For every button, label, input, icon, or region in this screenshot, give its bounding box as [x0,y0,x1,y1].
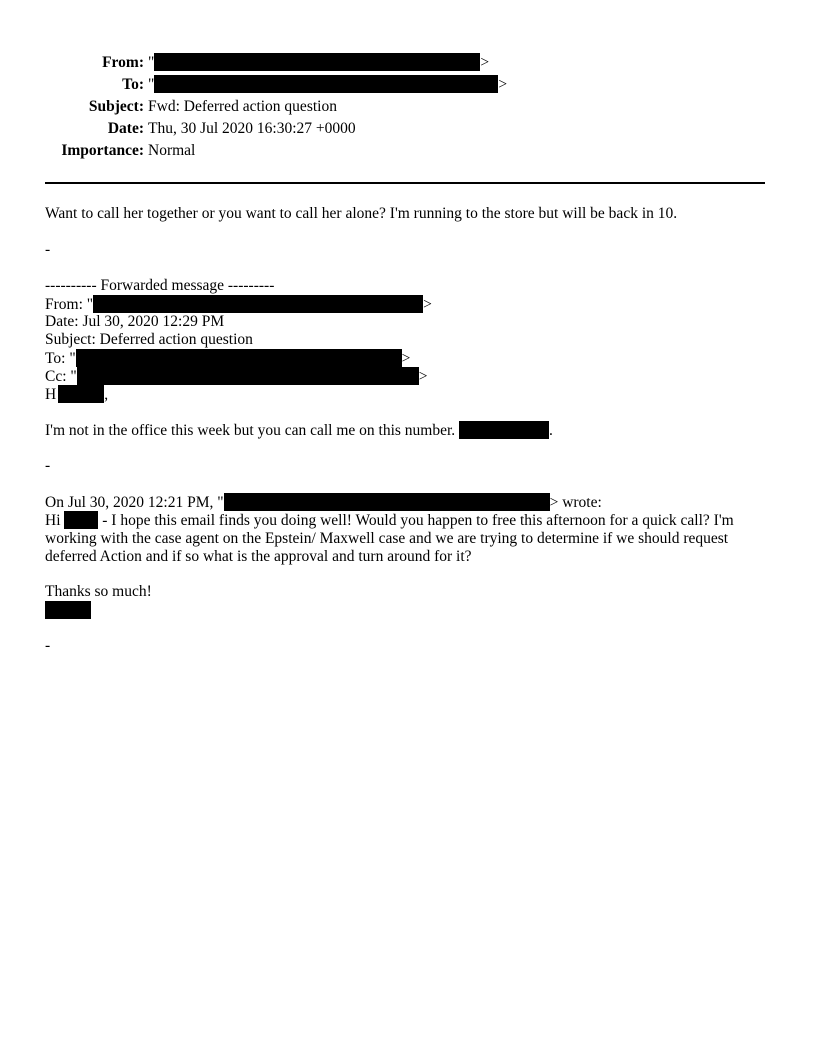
header-from-row [0,52,816,74]
office-line [45,421,775,439]
forwarded-dash [45,457,775,475]
from-value [148,52,489,74]
from-label: From: [102,54,144,71]
forwarded-date: Date: Jul 30, 2020 12:29 PM [45,313,225,330]
signature-line [45,601,775,619]
office-end: . [549,422,553,439]
email-header [0,52,816,162]
quoted-body [45,511,765,566]
redaction-block [154,53,480,71]
redaction-block [45,601,91,619]
redaction-block [58,385,104,403]
office-block [45,421,775,439]
date-label: Date: [107,120,144,137]
subject-value: Fwd: Deferred action question [148,98,337,115]
header-importance-row [0,140,816,162]
from-bracket: > [480,54,490,71]
redaction-block [459,421,549,439]
forwarded-cc-bracket: > [418,368,428,385]
forwarded-greeting [45,385,775,403]
office-text: I'm not in the office this week but you can call me on this number. [45,422,456,439]
reply-text: Want to call her together or you want to call her alone? I'm running to the store but will be back in 10. [45,205,678,222]
reply-dash [45,241,775,259]
dash-text: - [45,637,51,654]
forwarded-cc-label: Cc: " [45,368,77,385]
subject-label: Subject: [88,98,144,115]
importance-value: Normal [148,142,196,159]
forwarded-subject: Subject: Deferred action question [45,331,253,348]
redaction-block [77,367,419,385]
quoted-body-text: - I hope this email finds you doing well! Would you happen to free this afternoon for a quick call? I'm working with the case agent on the Epstein/ Maxwell case and we are trying to determine if we should request deferred Action and if so what is the approval and turn around for it? [45,512,734,565]
to-label: To: [122,76,144,93]
forwarded-cc [45,367,775,385]
header-to-row [0,74,816,96]
greeting-start: H [45,386,57,403]
to-bracket: > [498,76,508,93]
forwarded-from [45,295,775,313]
greeting-end: , [104,386,109,403]
quoted-intro [45,493,775,511]
header-subject-row [0,96,816,118]
forwarded-to-label: To: " [45,350,76,367]
quoted-block [45,493,775,566]
forwarded-to [45,349,775,367]
forwarded-from-label: From: " [45,296,94,313]
redaction-block [154,75,498,93]
thanks-text: Thanks so much! [45,583,152,600]
dash-text: - [45,457,51,474]
header-date-row [0,118,816,140]
redaction-block [64,511,98,529]
quoted-dash [45,637,775,655]
importance-label: Importance: [61,142,144,159]
forwarded-block [45,277,775,403]
date-value: Thu, 30 Jul 2020 16:30:27 +0000 [148,120,356,137]
thanks-block [45,583,775,619]
redaction-block [76,349,402,367]
quoted-intro-end: > wrote: [549,494,602,511]
from-quote: " [148,54,155,71]
reply-block [45,205,775,223]
dash-text: - [45,241,51,258]
forwarded-separator: ---------- Forwarded message --------- [45,277,275,294]
quoted-hi: Hi [45,512,61,529]
header-divider [45,182,765,184]
to-quote: " [148,76,155,93]
to-value [148,74,507,96]
quoted-intro-start: On Jul 30, 2020 12:21 PM, " [45,494,224,511]
forwarded-to-bracket: > [401,350,411,367]
redaction-block [93,295,423,313]
redaction-block [224,493,550,511]
forwarded-from-bracket: > [423,296,432,313]
